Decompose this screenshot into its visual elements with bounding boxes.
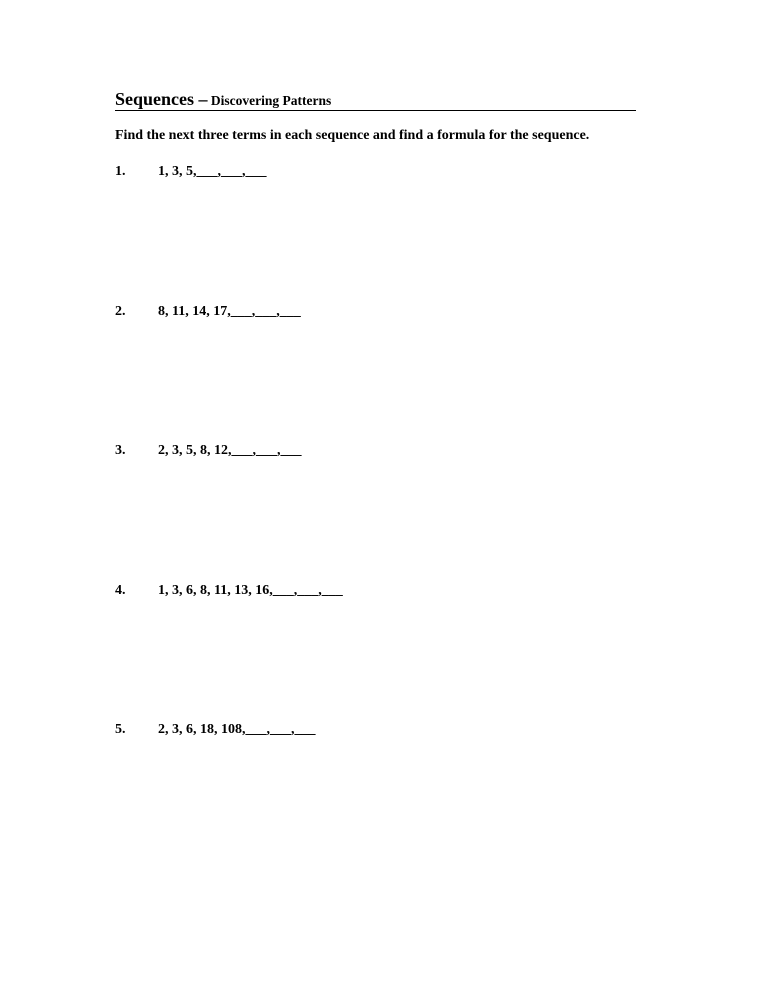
problem-number: 1. [115,164,126,179]
problem-sequence: 8, 11, 14, 17,___,___,___ [158,304,301,319]
instructions: Find the next three terms in each sequence and find a formula for the sequence. [115,128,590,143]
problem-number: 3. [115,443,126,458]
page-title: Sequences – [115,89,208,109]
worksheet-heading [115,89,636,111]
problem-number: 4. [115,583,126,598]
problem-5 [115,722,316,738]
problem-3 [115,443,302,459]
problem-number: 2. [115,304,126,319]
problem-sequence: 1, 3, 5,___,___,___ [158,164,267,179]
problem-4 [115,583,343,599]
problem-sequence: 2, 3, 5, 8, 12,___,___,___ [158,443,302,458]
problem-number: 5. [115,722,126,737]
problem-sequence: 1, 3, 6, 8, 11, 13, 16,___,___,___ [158,583,343,598]
page-subtitle: Discovering Patterns [207,93,332,108]
problem-1 [115,164,267,180]
problem-2 [115,304,301,320]
problem-sequence: 2, 3, 6, 18, 108,___,___,___ [158,722,316,737]
